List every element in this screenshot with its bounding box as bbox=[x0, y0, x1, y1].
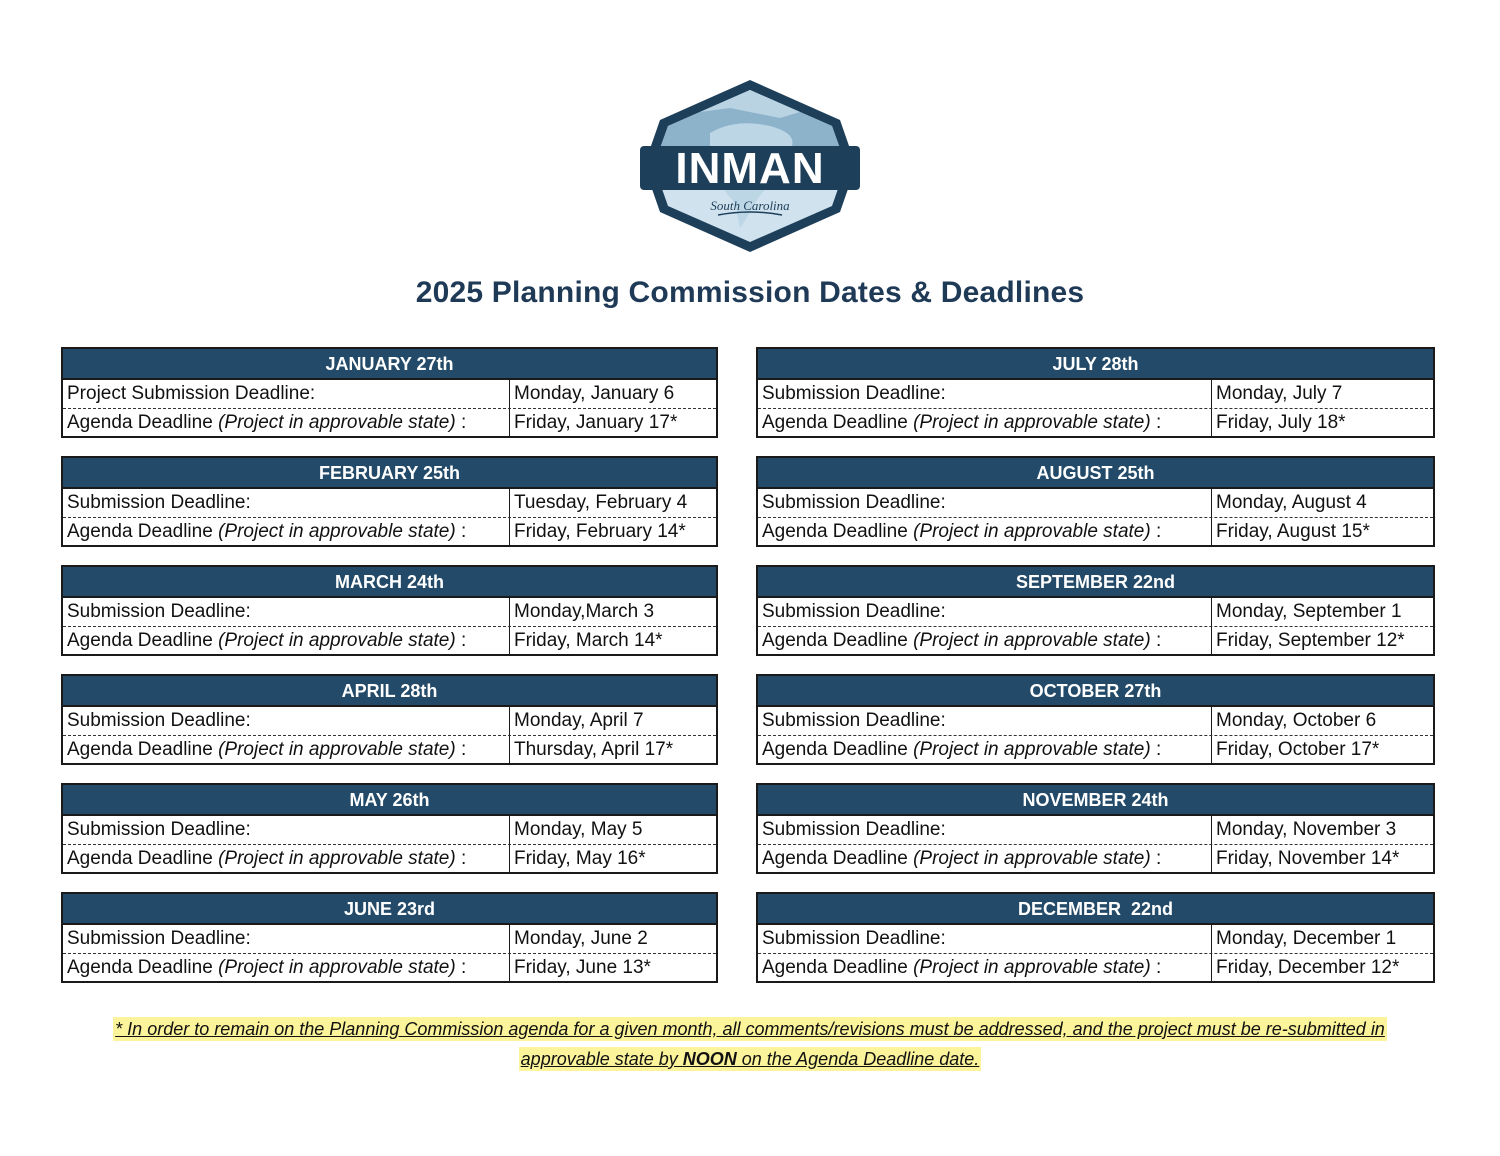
logo-state-text: South Carolina bbox=[710, 198, 790, 213]
agenda-label-text: Agenda Deadline bbox=[67, 521, 219, 542]
agenda-label-tail: : bbox=[1150, 739, 1162, 760]
agenda-label bbox=[758, 627, 1211, 655]
agenda-label-note: (Project in approvable state) bbox=[218, 412, 456, 433]
month-heading: FEBRUARY 25th bbox=[63, 458, 716, 489]
agenda-row bbox=[758, 518, 1433, 546]
agenda-label-note: (Project in approvable state) bbox=[913, 957, 1151, 978]
schedule-column-right bbox=[756, 347, 1435, 1001]
agenda-label-tail: : bbox=[1150, 521, 1162, 542]
agenda-row bbox=[758, 736, 1433, 764]
submission-date: Monday, October 6 bbox=[1211, 707, 1433, 735]
submission-label: Submission Deadline: bbox=[67, 601, 251, 622]
agenda-label-text: Agenda Deadline bbox=[762, 848, 914, 869]
agenda-label-note: (Project in approvable state) bbox=[218, 848, 456, 869]
agenda-date: Friday, December 12* bbox=[1211, 954, 1433, 982]
footnote-line-1: * In order to remain on the Planning Commission agenda for a given month, all comments/revisions must be addressed, and the project must be re-submitted in bbox=[115, 1019, 1385, 1039]
submission-row bbox=[758, 489, 1433, 518]
month-heading: MAY 26th bbox=[63, 785, 716, 816]
agenda-row bbox=[758, 845, 1433, 873]
logo-wordmark: INMAN bbox=[675, 144, 825, 193]
agenda-label-text: Agenda Deadline bbox=[762, 957, 914, 978]
agenda-label-text: Agenda Deadline bbox=[762, 630, 914, 651]
agenda-label-note: (Project in approvable state) bbox=[913, 630, 1151, 651]
month-block bbox=[61, 456, 718, 547]
month-block bbox=[61, 783, 718, 874]
agenda-label bbox=[63, 954, 509, 982]
agenda-label bbox=[758, 954, 1211, 982]
agenda-label-note: (Project in approvable state) bbox=[218, 957, 456, 978]
submission-date: Monday, January 6 bbox=[509, 380, 716, 408]
agenda-row bbox=[63, 954, 716, 982]
agenda-row bbox=[63, 409, 716, 437]
agenda-label-tail: : bbox=[455, 412, 467, 433]
agenda-label bbox=[63, 845, 509, 873]
agenda-date: Friday, September 12* bbox=[1211, 627, 1433, 655]
agenda-label bbox=[758, 845, 1211, 873]
submission-date: Tuesday, February 4 bbox=[509, 489, 716, 517]
submission-label: Submission Deadline: bbox=[762, 819, 946, 840]
submission-label: Project Submission Deadline: bbox=[67, 383, 316, 404]
agenda-row bbox=[63, 736, 716, 764]
agenda-row bbox=[758, 954, 1433, 982]
submission-date: Monday, June 2 bbox=[509, 925, 716, 953]
footnote-line-2-end: on the Agenda Deadline date. bbox=[736, 1049, 980, 1069]
month-block bbox=[61, 674, 718, 765]
submission-row bbox=[758, 380, 1433, 409]
footnote-line-2-start: approvable state by bbox=[520, 1049, 683, 1069]
footnote-noon: NOON bbox=[682, 1049, 737, 1069]
inman-logo-graphic bbox=[640, 78, 860, 254]
month-block bbox=[61, 892, 718, 983]
submission-row bbox=[758, 707, 1433, 736]
submission-row bbox=[63, 816, 716, 845]
submission-label: Submission Deadline: bbox=[67, 928, 251, 949]
month-block bbox=[756, 783, 1435, 874]
agenda-date: Friday, August 15* bbox=[1211, 518, 1433, 546]
month-block bbox=[756, 892, 1435, 983]
month-heading: JULY 28th bbox=[758, 349, 1433, 380]
submission-label: Submission Deadline: bbox=[762, 928, 946, 949]
submission-label: Submission Deadline: bbox=[762, 601, 946, 622]
month-block bbox=[756, 565, 1435, 656]
month-heading: DECEMBER 22nd bbox=[758, 894, 1433, 925]
month-block bbox=[756, 456, 1435, 547]
agenda-label bbox=[63, 518, 509, 546]
submission-label: Submission Deadline: bbox=[67, 710, 251, 731]
submission-row bbox=[63, 925, 716, 954]
agenda-label-tail: : bbox=[1150, 848, 1162, 869]
submission-date: Monday, December 1 bbox=[1211, 925, 1433, 953]
agenda-label-note: (Project in approvable state) bbox=[218, 739, 456, 760]
footnote bbox=[60, 1014, 1440, 1074]
month-heading: SEPTEMBER 22nd bbox=[758, 567, 1433, 598]
agenda-label-text: Agenda Deadline bbox=[67, 957, 219, 978]
submission-label: Submission Deadline: bbox=[762, 492, 946, 513]
agenda-label bbox=[63, 409, 509, 437]
agenda-date: Friday, October 17* bbox=[1211, 736, 1433, 764]
month-heading: JANUARY 27th bbox=[63, 349, 716, 380]
submission-label: Submission Deadline: bbox=[762, 383, 946, 404]
month-heading: NOVEMBER 24th bbox=[758, 785, 1433, 816]
inman-logo bbox=[640, 78, 860, 254]
month-heading: JUNE 23rd bbox=[63, 894, 716, 925]
agenda-label bbox=[758, 736, 1211, 764]
agenda-label-note: (Project in approvable state) bbox=[218, 630, 456, 651]
month-heading: OCTOBER 27th bbox=[758, 676, 1433, 707]
agenda-label-text: Agenda Deadline bbox=[762, 412, 914, 433]
submission-label: Submission Deadline: bbox=[762, 710, 946, 731]
agenda-label-text: Agenda Deadline bbox=[762, 739, 914, 760]
agenda-row bbox=[63, 518, 716, 546]
month-heading: AUGUST 25th bbox=[758, 458, 1433, 489]
agenda-label-tail: : bbox=[455, 521, 467, 542]
agenda-label-tail: : bbox=[455, 630, 467, 651]
agenda-label bbox=[758, 518, 1211, 546]
submission-date: Monday, August 4 bbox=[1211, 489, 1433, 517]
page-title: 2025 Planning Commission Dates & Deadlines bbox=[415, 276, 1085, 309]
agenda-row bbox=[758, 627, 1433, 655]
submission-date: Monday,March 3 bbox=[509, 598, 716, 626]
agenda-label bbox=[758, 409, 1211, 437]
submission-date: Monday, November 3 bbox=[1211, 816, 1433, 844]
agenda-date: Thursday, April 17* bbox=[509, 736, 716, 764]
agenda-row bbox=[758, 409, 1433, 437]
agenda-label-text: Agenda Deadline bbox=[67, 630, 219, 651]
agenda-label-note: (Project in approvable state) bbox=[913, 521, 1151, 542]
submission-label: Submission Deadline: bbox=[67, 819, 251, 840]
agenda-label-tail: : bbox=[455, 848, 467, 869]
submission-row bbox=[758, 925, 1433, 954]
agenda-date: Friday, July 18* bbox=[1211, 409, 1433, 437]
agenda-label-text: Agenda Deadline bbox=[67, 412, 219, 433]
submission-date: Monday, July 7 bbox=[1211, 380, 1433, 408]
agenda-label-tail: : bbox=[1150, 957, 1162, 978]
agenda-label-tail: : bbox=[1150, 630, 1162, 651]
agenda-date: Friday, January 17* bbox=[509, 409, 716, 437]
agenda-label-tail: : bbox=[455, 739, 467, 760]
submission-label: Submission Deadline: bbox=[67, 492, 251, 513]
submission-date: Monday, September 1 bbox=[1211, 598, 1433, 626]
submission-row bbox=[63, 707, 716, 736]
submission-row bbox=[63, 380, 716, 409]
month-heading: APRIL 28th bbox=[63, 676, 716, 707]
agenda-date: Friday, May 16* bbox=[509, 845, 716, 873]
agenda-date: Friday, March 14* bbox=[509, 627, 716, 655]
agenda-label-note: (Project in approvable state) bbox=[913, 848, 1151, 869]
submission-row bbox=[758, 816, 1433, 845]
agenda-label-note: (Project in approvable state) bbox=[218, 521, 456, 542]
month-block bbox=[61, 565, 718, 656]
agenda-label-note: (Project in approvable state) bbox=[913, 412, 1151, 433]
agenda-row bbox=[63, 627, 716, 655]
agenda-label-text: Agenda Deadline bbox=[67, 739, 219, 760]
month-block bbox=[61, 347, 718, 438]
submission-date: Monday, April 7 bbox=[509, 707, 716, 735]
submission-row bbox=[63, 598, 716, 627]
agenda-label-tail: : bbox=[1150, 412, 1162, 433]
month-block bbox=[756, 674, 1435, 765]
agenda-label-tail: : bbox=[455, 957, 467, 978]
month-block bbox=[756, 347, 1435, 438]
submission-date: Monday, May 5 bbox=[509, 816, 716, 844]
agenda-label bbox=[63, 736, 509, 764]
submission-row bbox=[758, 598, 1433, 627]
agenda-label-text: Agenda Deadline bbox=[762, 521, 914, 542]
submission-row bbox=[63, 489, 716, 518]
month-heading: MARCH 24th bbox=[63, 567, 716, 598]
agenda-label-note: (Project in approvable state) bbox=[913, 739, 1151, 760]
schedule-column-left bbox=[61, 347, 718, 1001]
agenda-date: Friday, June 13* bbox=[509, 954, 716, 982]
agenda-label bbox=[63, 627, 509, 655]
agenda-label-text: Agenda Deadline bbox=[67, 848, 219, 869]
agenda-row bbox=[63, 845, 716, 873]
footnote-line-2 bbox=[519, 1047, 982, 1071]
agenda-date: Friday, February 14* bbox=[509, 518, 716, 546]
agenda-date: Friday, November 14* bbox=[1211, 845, 1433, 873]
